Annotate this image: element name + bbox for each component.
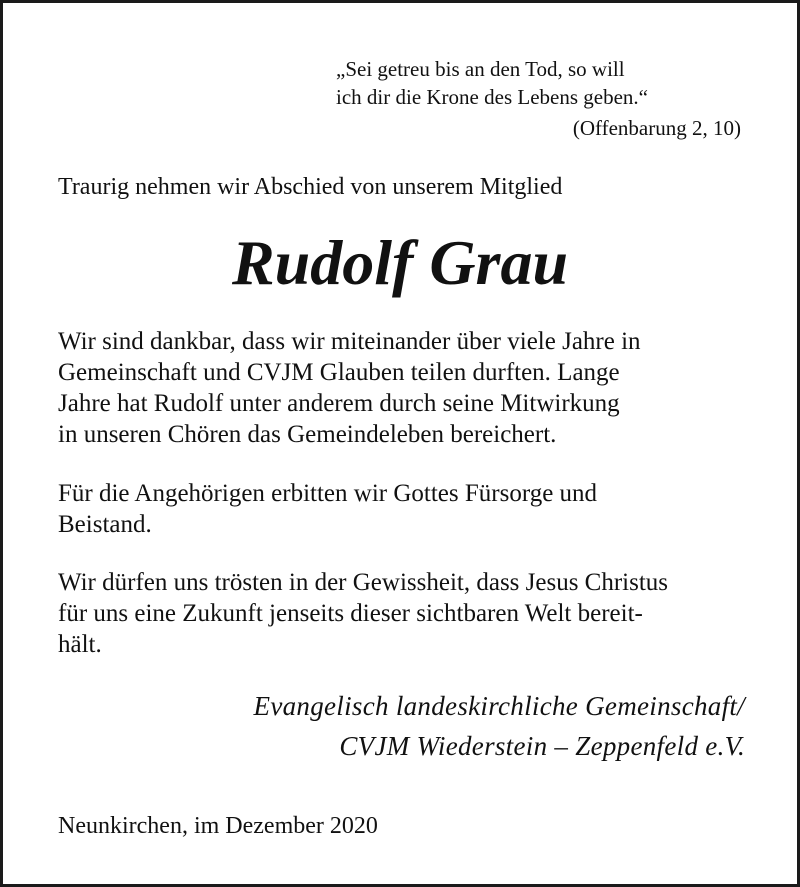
bible-quote-line: „Sei getreu bis an den Tod, so will: [336, 57, 625, 81]
signature-line: CVJM Wiederstein – Zeppenfeld e.V.: [339, 731, 745, 761]
signature: [254, 686, 745, 766]
deceased-name: Rudolf Grau: [231, 227, 569, 298]
bible-quote-line: ich dir die Krone des Lebens geben.“: [336, 85, 648, 109]
intro-text: Traurig nehmen wir Abschied von unserem Mitglied: [58, 174, 563, 200]
place-date: Neunkirchen, im Dezember 2020: [58, 813, 378, 839]
signature-line: Evangelisch landeskirchliche Gemeinschaft/: [253, 691, 745, 721]
paragraph-prayer: Für die Angehörigen erbitten wir Gottes Fürsorge und Beistand.: [58, 480, 598, 538]
bible-quote: [336, 55, 648, 111]
paragraph-gratitude: Wir sind dankbar, dass wir miteinander über viele Jahre in Gemeinschaft und CVJM Glauben teilen durften. Lange Jahre hat Rudolf unter anderem durch seine Mitwirkung in unseren Chören das Gemeindeleben bereichert.: [58, 328, 641, 448]
paragraph-comfort: Wir dürfen uns trösten in der Gewissheit, dass Jesus Christus für uns eine Zukunft jenseits dieser sichtbaren Welt bereit- hält.: [58, 569, 669, 658]
bible-quote-source: (Offenbarung 2, 10): [572, 116, 741, 140]
